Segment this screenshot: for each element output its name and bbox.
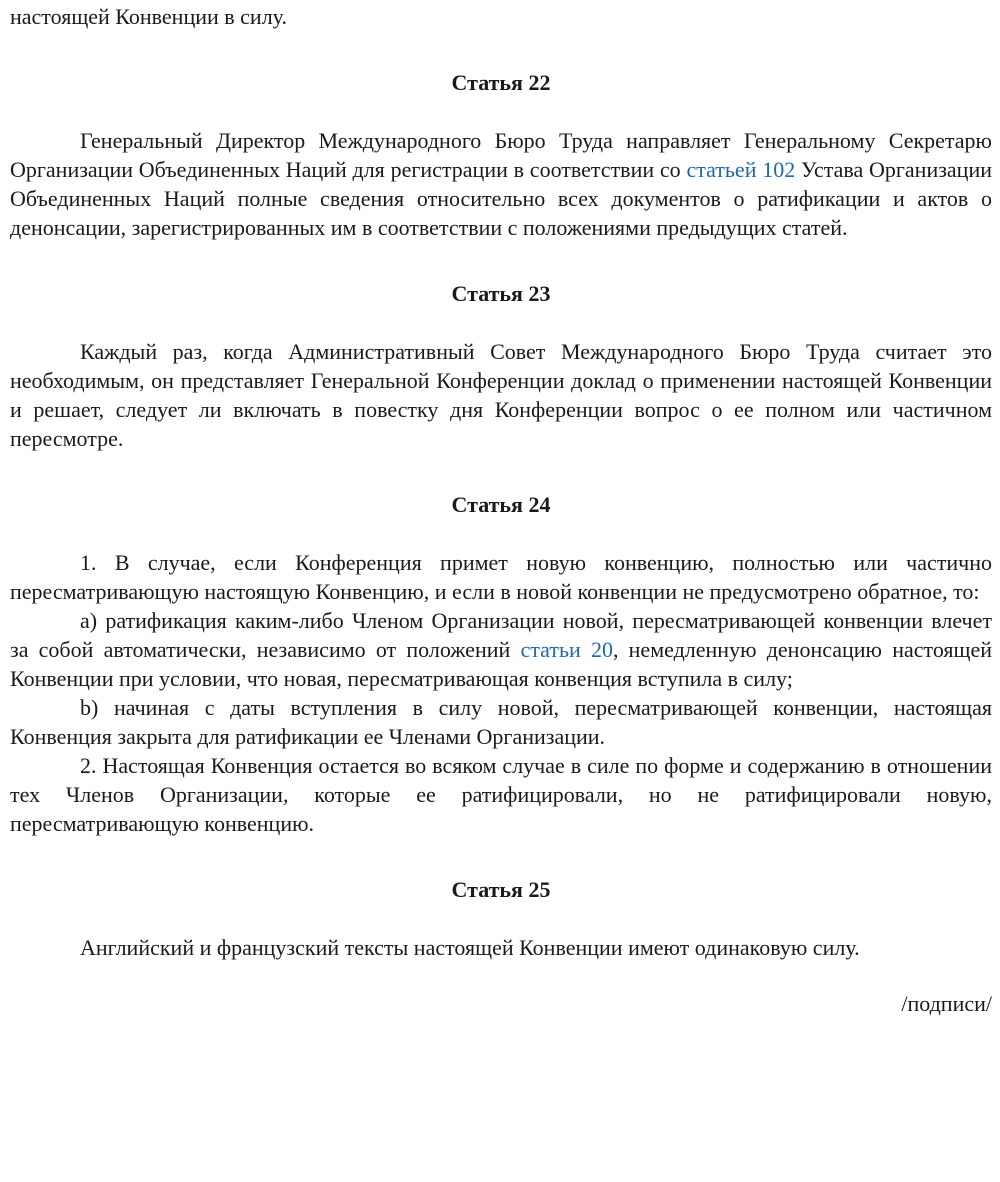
article-22-text-end: Устава Организации Объединенных Наций полные сведения относительно всех документов о ратификации и актов о денонсации, зарегистрированных им в соответствии с положениями предыдущих статей. bbox=[10, 157, 993, 240]
article-22-heading: Статья 22 bbox=[451, 70, 551, 95]
article-24-heading: Статья 24 bbox=[451, 492, 551, 517]
article-22-paragraph bbox=[10, 126, 992, 242]
article-102-link[interactable]: статьей 102 bbox=[686, 157, 796, 182]
document-page bbox=[10, 0, 992, 1018]
article-23-paragraph: Каждый раз, когда Административный Совет Международного Бюро Труда считает это необходимым, он представляет Генеральной Конференции доклад о применении настоящей Конвенции и решает, следует ли включать в повестку дня Конференции вопрос о ее полном или частичном пересмотре. bbox=[10, 339, 992, 451]
article-25-heading: Статья 25 bbox=[451, 877, 551, 902]
article-24-point-1: 1. В случае, если Конференция примет новую конвенцию, полностью или частично пересматривающую настоящую Конвенцию, и если в новой конвенции не предусмотрено обратное, то: bbox=[10, 550, 992, 604]
article-23-heading: Статья 23 bbox=[451, 281, 551, 306]
article-20-link[interactable]: статьи 20 bbox=[520, 637, 613, 662]
subpoint-a-text-end: , немедленную денонсацию настоящей Конвенции при условии, что новая, пересматривающая конвенция вступила в силу; bbox=[10, 637, 992, 691]
subpoint-a-text-start: a) ратификация каким-либо Членом Организации новой, пересматривающей конвенции влечет за собой автоматически, независимо от положений bbox=[10, 608, 992, 662]
article-24-point-2: 2. Настоящая Конвенция остается во всяком случае в силе по форме и содержанию в отношении тех Членов Организации, которые ее ратифицировали, но не ратифицировали новую, пересматривающую конвенцию. bbox=[10, 753, 992, 836]
article-22-text-start: Генеральный Директор Международного Бюро Труда направляет Генеральному Секретарю Организации Объединенных Наций для регистрации в соответствии со bbox=[10, 128, 992, 182]
continued-text: настоящей Конвенции в силу. bbox=[10, 4, 287, 29]
signatures-note: /подписи/ bbox=[901, 991, 992, 1016]
article-24-subpoint-a bbox=[10, 606, 992, 693]
article-25-paragraph: Английский и французский тексты настоящей Конвенции имеют одинаковую силу. bbox=[80, 935, 860, 960]
article-24-subpoint-b: b) начиная с даты вступления в силу новой, пересматривающей конвенции, настоящая Конвенция закрыта для ратификации ее Членами Организации. bbox=[10, 695, 992, 749]
